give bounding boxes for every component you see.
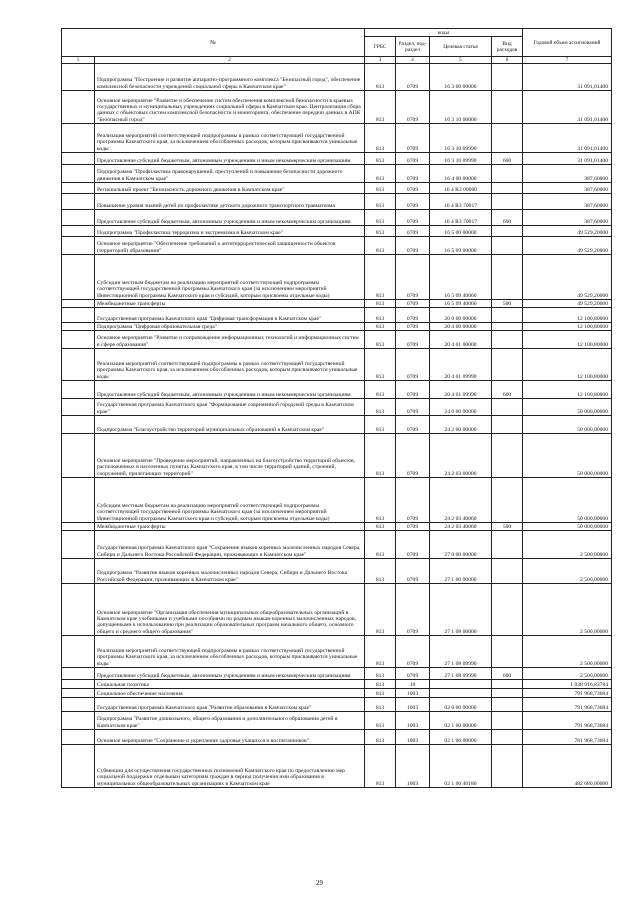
row-expense-type <box>492 680 523 689</box>
row-section: 0709 <box>396 210 430 226</box>
row-article: 24 2 03 40060 <box>430 523 492 531</box>
row-section: 0709 <box>396 308 430 323</box>
row-grbs: 813 <box>365 559 396 584</box>
row-grbs: 813 <box>365 584 396 636</box>
row-name: Повышение уровня знаний детей по профилактике детского дорожного транспортного травматизма <box>95 194 365 210</box>
row-number <box>62 680 95 689</box>
header-codes: коды <box>365 29 523 37</box>
row-article: 16 5 09 40060 <box>430 300 492 308</box>
row-article: 16 4 R3 00000 <box>430 183 492 194</box>
row-expense-type <box>492 434 523 478</box>
row-number <box>62 636 95 668</box>
row-grbs: 813 <box>365 478 396 523</box>
header-index-row <box>62 57 612 64</box>
header-row-codes <box>62 29 612 37</box>
row-name: Подпрограмма "Цифровая образовательная среда" <box>95 323 365 331</box>
row-amount: 781 968,73684 <box>523 730 612 745</box>
row-name: Основное мероприятие "Организация обеспечения муниципальных общеобразовательных организаций в Камчатском крае учебниками и учебными пособиями по родным языкам коренных малочисленных народов, допущенными к использованию при реализации образовательных программ начального общего, основного общего и среднего общего образования" <box>95 584 365 636</box>
row-number <box>62 523 95 531</box>
table-row <box>62 349 612 381</box>
row-number <box>62 698 95 712</box>
row-grbs: 813 <box>365 349 396 381</box>
row-name: Основное мероприятие "Развитие и сопровождение информационных технологий и информационных систем в сфере образования" <box>95 331 365 349</box>
row-article: 27 0 00 00000 <box>430 531 492 559</box>
row-name: Государственная программа Камчатского края "Формирование современной городской среды в Камчатском крае" <box>95 399 365 416</box>
row-expense-type: 600 <box>492 153 523 165</box>
table-row <box>62 689 612 698</box>
row-grbs: 813 <box>365 226 396 237</box>
table-row <box>62 399 612 416</box>
row-number <box>62 237 95 255</box>
row-article: 24 2 00 00000 <box>430 416 492 434</box>
row-name: Субвенции для осуществления государственных полномочий Камчатского края по предоставлению мер социальной поддержки отдельным категориям граждан в период получения ими образования в муниципальных общеобразовательных организациях в Камчатском крае <box>95 745 365 788</box>
row-article: 27 1 08 00000 <box>430 584 492 636</box>
row-section: 1003 <box>396 745 430 788</box>
row-section: 0709 <box>396 584 430 636</box>
row-amount: 12 100,80000 <box>523 308 612 323</box>
row-amount: 31 091,01400 <box>523 124 612 153</box>
row-number <box>62 331 95 349</box>
row-expense-type: 600 <box>492 381 523 399</box>
row-name: Межбюджетные трансферты <box>95 523 365 531</box>
row-number <box>62 381 95 399</box>
row-amount: 50 000,00000 <box>523 478 612 523</box>
row-section: 10 <box>396 680 430 689</box>
row-article: 24 2 03 40060 <box>430 478 492 523</box>
row-grbs: 813 <box>365 124 396 153</box>
page-number: 29 <box>316 879 323 887</box>
row-section: 0709 <box>396 523 430 531</box>
row-amount: 31 091,01400 <box>523 91 612 124</box>
row-amount: 387,60000 <box>523 210 612 226</box>
row-amount: 1 038 916,83784 <box>523 680 612 689</box>
table-body <box>62 29 612 788</box>
row-name: Предоставление субсидий бюджетным, автономным учреждениям и иным некоммерческим организациям <box>95 381 365 399</box>
row-amount: 12 100,80000 <box>523 323 612 331</box>
table-row <box>62 712 612 730</box>
row-name: Подпрограмма "Профилактика правонарушений, преступлений и повышение безопасности дорожного движения в Камчатском крае" <box>95 165 365 183</box>
row-section: 0709 <box>396 124 430 153</box>
row-name: Предоставление субсидий бюджетным, автономным учреждениям и иным некоммерческим организациям <box>95 153 365 165</box>
table-row <box>62 194 612 210</box>
header-number: № <box>62 29 365 57</box>
row-number <box>62 64 95 91</box>
row-article: 20 4 00 00000 <box>430 323 492 331</box>
row-expense-type: 600 <box>492 668 523 680</box>
row-section: 1003 <box>396 712 430 730</box>
row-article: 27 1 00 00000 <box>430 559 492 584</box>
row-grbs: 813 <box>365 399 396 416</box>
row-number <box>62 730 95 745</box>
row-name: Основное мероприятие "Обеспечение требований к антитеррористической защищенности объектов (территорий) образования" <box>95 237 365 255</box>
table-row <box>62 165 612 183</box>
row-expense-type <box>492 559 523 584</box>
row-number <box>62 323 95 331</box>
header-grbs: ГРБС <box>365 37 396 57</box>
row-name: Основное мероприятие "Проведение мероприятий, направленных на благоустройство территорий объектов, расположенных в населенных пунктах Камчатского края, в том числе территорий зданий, строений, сооружений, прилегающих территорий" <box>95 434 365 478</box>
table-row <box>62 584 612 636</box>
row-section: 0709 <box>396 323 430 331</box>
row-name: Подпрограмма "Развитие языков коренных малочисленных народов Севера, Сибири и Дальнего Востока Российской Федерации, проживающих в Камчатском крае" <box>95 559 365 584</box>
row-section: 0709 <box>396 531 430 559</box>
row-expense-type <box>492 165 523 183</box>
row-amount: 482 680,00000 <box>523 745 612 788</box>
row-amount: 50 000,00000 <box>523 523 612 531</box>
row-amount: 31 091,01400 <box>523 153 612 165</box>
row-grbs: 813 <box>365 698 396 712</box>
header-article: Целевая статья <box>430 37 492 57</box>
table-row <box>62 183 612 194</box>
row-section: 0709 <box>396 381 430 399</box>
table-row <box>62 255 612 300</box>
table-row <box>62 308 612 323</box>
row-section: 0709 <box>396 559 430 584</box>
row-expense-type <box>492 91 523 124</box>
row-name: Социальное обеспечение населения <box>95 689 365 698</box>
row-section: 0709 <box>396 237 430 255</box>
row-amount: 2 500,00000 <box>523 559 612 584</box>
row-section: 0709 <box>396 331 430 349</box>
row-number <box>62 210 95 226</box>
budget-table <box>61 28 612 788</box>
row-amount: 791 968,73684 <box>523 698 612 712</box>
row-name: Реализация мероприятий соответствующей подпрограммы в рамках соответствующей государственной программы Камчатского края, за исключением обособленных расходов, которым присваиваются уникальные коды <box>95 124 365 153</box>
row-section: 1003 <box>396 689 430 698</box>
row-expense-type <box>492 584 523 636</box>
row-grbs: 813 <box>365 153 396 165</box>
row-section: 1003 <box>396 730 430 745</box>
row-number <box>62 91 95 124</box>
row-number <box>62 255 95 300</box>
row-expense-type <box>492 349 523 381</box>
row-section: 0709 <box>396 153 430 165</box>
row-amount: 49 529,20000 <box>523 300 612 308</box>
index-5: 5 <box>430 57 492 64</box>
row-grbs: 813 <box>365 531 396 559</box>
row-article: 16 5 09 40060 <box>430 255 492 300</box>
table-row <box>62 559 612 584</box>
row-number <box>62 478 95 523</box>
table-row <box>62 210 612 226</box>
row-number <box>62 349 95 381</box>
table-row <box>62 668 612 680</box>
row-grbs: 813 <box>365 680 396 689</box>
row-section: 0709 <box>396 183 430 194</box>
row-grbs: 813 <box>365 194 396 210</box>
row-grbs: 813 <box>365 183 396 194</box>
row-number <box>62 712 95 730</box>
row-section: 0709 <box>396 64 430 91</box>
row-section: 0709 <box>396 194 430 210</box>
row-amount: 49 529,20000 <box>523 237 612 255</box>
table-row <box>62 745 612 788</box>
row-grbs: 813 <box>365 237 396 255</box>
table-row <box>62 478 612 523</box>
row-article: 16 4 R3 70017 <box>430 194 492 210</box>
table-row <box>62 523 612 531</box>
row-name: Субсидии местным бюджетам на реализацию мероприятий соответствующей подпрограммы соответствующей государственной программы Камчатского края (за исключением мероприятий Инвестиционной программы Камчатского края и субсидий, которым присвоены отдельные коды) <box>95 478 365 523</box>
row-article: 20 4 01 09990 <box>430 349 492 381</box>
row-article: 20 4 01 09990 <box>430 381 492 399</box>
table-row <box>62 64 612 91</box>
row-section: 0709 <box>396 399 430 416</box>
row-number <box>62 300 95 308</box>
table-row <box>62 124 612 153</box>
row-article: 20 0 00 00000 <box>430 308 492 323</box>
table-row <box>62 416 612 434</box>
row-amount: 12 100,80000 <box>523 331 612 349</box>
row-grbs: 813 <box>365 308 396 323</box>
row-grbs: 813 <box>365 381 396 399</box>
row-expense-type <box>492 308 523 323</box>
row-article: 16 5 00 00000 <box>430 226 492 237</box>
row-name: Основное мероприятие "Развитие и обеспечение систем обеспечения комплексной безопасности в краевых государственных и муниципальных учреждениях социальной сферы в Камчатском крае. Централизация сбора данных с объектовых систем комплексной безопасности и мониторинга, обеспечение передачи данных в АПК "Безопасный город" <box>95 91 365 124</box>
row-grbs: 813 <box>365 210 396 226</box>
row-number <box>62 668 95 680</box>
row-amount: 387,60000 <box>523 165 612 183</box>
row-amount: 12 100,80000 <box>523 381 612 399</box>
table-row <box>62 237 612 255</box>
row-expense-type <box>492 331 523 349</box>
row-number <box>62 584 95 636</box>
row-expense-type <box>492 745 523 788</box>
table-row <box>62 323 612 331</box>
row-article: 16 3 00 00000 <box>430 64 492 91</box>
row-section: 0709 <box>396 434 430 478</box>
row-amount: 50 000,00000 <box>523 399 612 416</box>
row-article: 16 3 10 09990 <box>430 153 492 165</box>
row-section: 0709 <box>396 165 430 183</box>
row-expense-type <box>492 323 523 331</box>
row-number <box>62 531 95 559</box>
row-grbs: 813 <box>365 255 396 300</box>
index-4: 4 <box>396 57 430 64</box>
row-grbs: 813 <box>365 165 396 183</box>
row-number <box>62 559 95 584</box>
table-row <box>62 300 612 308</box>
row-expense-type <box>492 64 523 91</box>
row-number <box>62 124 95 153</box>
row-number <box>62 183 95 194</box>
table-row <box>62 531 612 559</box>
row-article <box>430 680 492 689</box>
row-number <box>62 194 95 210</box>
index-1: 1 <box>62 57 95 64</box>
row-expense-type <box>492 237 523 255</box>
row-name: Подпрограмма "Развитие дошкольного, общего образования и дополнительного образования детей в Камчатском крае" <box>95 712 365 730</box>
row-name: Предоставление субсидий бюджетным, автономным учреждениям и иным некоммерческим организациям <box>95 210 365 226</box>
header-annual-volume: Годовой объем ассигнований <box>523 29 612 57</box>
row-expense-type <box>492 124 523 153</box>
row-grbs: 813 <box>365 730 396 745</box>
row-article <box>430 689 492 698</box>
row-amount: 791 968,73684 <box>523 689 612 698</box>
row-article: 24 2 03 00000 <box>430 434 492 478</box>
row-name: Подпрограмма "Построение и развитие аппаратно-программного комплекса "Безопасный город", обеспечение комплексной безопасности учреждений социальной сферы в Камчатском крае" <box>95 64 365 91</box>
row-number <box>62 416 95 434</box>
row-amount: 2 500,00000 <box>523 531 612 559</box>
row-amount: 2 500,00000 <box>523 636 612 668</box>
table-row <box>62 636 612 668</box>
row-name: Межбюджетные трансферты <box>95 300 365 308</box>
row-expense-type <box>492 194 523 210</box>
row-section: 0709 <box>396 416 430 434</box>
row-name: Социальная политика <box>95 680 365 689</box>
row-expense-type <box>492 531 523 559</box>
row-number <box>62 689 95 698</box>
row-name: Подпрограмма "Профилактика терроризма и экстремизма в Камчатском крае" <box>95 226 365 237</box>
row-grbs: 813 <box>365 91 396 124</box>
row-amount: 49 529,20000 <box>523 255 612 300</box>
row-article: 20 4 01 00000 <box>430 331 492 349</box>
table-row <box>62 680 612 689</box>
row-section: 0709 <box>396 636 430 668</box>
row-expense-type: 600 <box>492 210 523 226</box>
header-expense-type: Вид расходов <box>492 37 523 57</box>
index-6: 6 <box>492 57 523 64</box>
row-grbs: 813 <box>365 712 396 730</box>
row-name: Реализация мероприятий соответствующей подпрограммы в рамках соответствующей государственной программы Камчатского края, за исключением обособленных расходов, которым присваиваются уникальные коды <box>95 349 365 381</box>
row-expense-type <box>492 255 523 300</box>
row-amount: 50 000,00000 <box>523 434 612 478</box>
row-number <box>62 434 95 478</box>
row-amount: 2 500,00000 <box>523 668 612 680</box>
table-row <box>62 331 612 349</box>
row-amount: 50 000,00000 <box>523 416 612 434</box>
table-row <box>62 434 612 478</box>
row-name: Государственная программа Камчатского края "Сохранение языков коренных малочисленных народов Севера, Сибири и Дальнего Востока Российской Федерации, проживающих в Камчатском крае" <box>95 531 365 559</box>
row-expense-type <box>492 689 523 698</box>
row-grbs: 813 <box>365 331 396 349</box>
row-grbs: 813 <box>365 745 396 788</box>
row-grbs: 813 <box>365 523 396 531</box>
row-expense-type <box>492 183 523 194</box>
row-grbs: 813 <box>365 434 396 478</box>
row-amount: 2 500,00000 <box>523 584 612 636</box>
row-amount: 387,60000 <box>523 183 612 194</box>
row-expense-type <box>492 698 523 712</box>
row-grbs: 813 <box>365 64 396 91</box>
row-expense-type <box>492 416 523 434</box>
row-number <box>62 165 95 183</box>
table-row <box>62 226 612 237</box>
row-section: 0709 <box>396 349 430 381</box>
row-name: Государственная программа Камчатского края "Развитие образования в Камчатском крае" <box>95 698 365 712</box>
row-name: Государственная программа Камчатского края "Цифровая трансформация в Камчатском крае" <box>95 308 365 323</box>
row-expense-type <box>492 478 523 523</box>
row-section: 0709 <box>396 478 430 523</box>
row-number <box>62 399 95 416</box>
row-grbs: 813 <box>365 300 396 308</box>
table-row <box>62 91 612 124</box>
row-expense-type <box>492 730 523 745</box>
header-section: Раздел, под-раздел <box>396 37 430 57</box>
row-section: 0709 <box>396 668 430 680</box>
row-expense-type <box>492 712 523 730</box>
row-article: 02 1 06 40180 <box>430 745 492 788</box>
row-name: Субсидии местным бюджетам на реализацию мероприятий соответствующей подпрограммы соответствующей государственной программы Камчатского края (за исключением мероприятий Инвестиционной программы Камчатского края и субсидий, которым присвоены отдельные коды) <box>95 255 365 300</box>
row-number <box>62 226 95 237</box>
table-row <box>62 381 612 399</box>
row-grbs: 813 <box>365 689 396 698</box>
row-section: 0709 <box>396 226 430 237</box>
row-expense-type: 500 <box>492 300 523 308</box>
row-name: Реализация мероприятий соответствующей подпрограммы в рамках соответствующей государственной программы Камчатского края, за исключением обособленных расходов, которым присваиваются уникальные коды <box>95 636 365 668</box>
table-row <box>62 698 612 712</box>
row-article: 27 1 08 09990 <box>430 636 492 668</box>
row-expense-type <box>492 399 523 416</box>
row-expense-type <box>492 636 523 668</box>
row-name: Основное мероприятие "Сохранение и укрепление здоровья учащихся и воспитанников" <box>95 730 365 745</box>
row-amount: 12 100,80000 <box>523 349 612 381</box>
row-grbs: 813 <box>365 323 396 331</box>
row-article: 24 0 00 00000 <box>430 399 492 416</box>
row-expense-type <box>492 226 523 237</box>
row-article: 16 5 09 00000 <box>430 237 492 255</box>
row-section: 0709 <box>396 300 430 308</box>
row-section: 0709 <box>396 255 430 300</box>
row-article: 27 1 08 09990 <box>430 668 492 680</box>
row-article: 16 4 R3 70017 <box>430 210 492 226</box>
row-number <box>62 745 95 788</box>
row-grbs: 813 <box>365 416 396 434</box>
index-2: 2 <box>95 57 365 64</box>
row-amount: 791 968,73684 <box>523 712 612 730</box>
row-amount: 31 091,01400 <box>523 64 612 91</box>
row-article: 02 1 06 00000 <box>430 730 492 745</box>
table-row <box>62 153 612 165</box>
row-article: 16 4 00 00000 <box>430 165 492 183</box>
row-amount: 387,60000 <box>523 194 612 210</box>
row-article: 02 0 00 00000 <box>430 698 492 712</box>
table-row <box>62 730 612 745</box>
row-expense-type: 500 <box>492 523 523 531</box>
row-number <box>62 153 95 165</box>
index-7: 7 <box>523 57 612 64</box>
row-section: 0709 <box>396 91 430 124</box>
row-article: 02 1 00 00000 <box>430 712 492 730</box>
row-number <box>62 308 95 323</box>
row-grbs: 813 <box>365 636 396 668</box>
row-grbs: 813 <box>365 668 396 680</box>
row-name: Подпрограмма "Благоустройство территорий муниципальных образований в Камчатском крае" <box>95 416 365 434</box>
row-section: 1003 <box>396 698 430 712</box>
row-article: 16 3 10 00000 <box>430 91 492 124</box>
row-article: 16 3 10 09990 <box>430 124 492 153</box>
row-name: Региональный проект "Безопасность дорожного движения в Камчатском крае" <box>95 183 365 194</box>
index-3: 3 <box>365 57 396 64</box>
row-amount: 49 529,20000 <box>523 226 612 237</box>
row-name: Предоставление субсидий бюджетным, автономным учреждениям и иным некоммерческим организациям <box>95 668 365 680</box>
